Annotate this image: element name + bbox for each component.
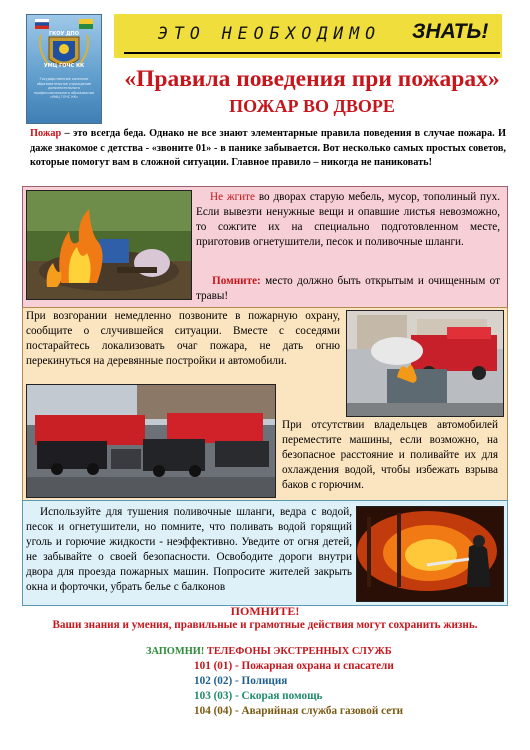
photo-fire-trucks-courtyard xyxy=(26,384,276,498)
section2-text-b: При отсутствии владельцев автомобилей переместите машины, если возможно, на безопасное расстояние и поливайте их для охлаждения водой, чтобы избежать взрыва баков с горючим. xyxy=(282,419,498,491)
emblem-name-text: УМЦ ГОЧС КК xyxy=(43,63,85,69)
phone-gas-service: 104 (04) - Аварийная служба газовой сети xyxy=(194,705,404,717)
emblem-logo xyxy=(26,14,102,124)
phone-police: 102 (02) - Полиция xyxy=(194,675,288,687)
banner-underline xyxy=(124,52,500,54)
emblem-description: Государственное казенное образовательное учреждение дополнительного профессионального образования «УМЦ ГОЧС КК» xyxy=(34,77,94,100)
intro-paragraph xyxy=(30,127,506,171)
phone-ambulance: 103 (03) - Скорая помощь xyxy=(194,690,323,702)
intro-body: – это всегда беда. Однако не все знают элементарные правила поведения в случае пожара. И даже знакомое с детства - «звоните 01» - в панике забывается. Вот несколько самых простых советов, которые помогут вам в сложной ситуации. Главное правило – никогда не паниковать! xyxy=(30,128,506,169)
phone-fire-service: 101 (01) - Пожарная охрана и спасатели xyxy=(194,660,394,672)
banner-text: ЭТО НЕОБХОДИМО xyxy=(158,24,382,43)
remember-heading: ПОМНИТЕ! xyxy=(230,604,300,618)
section1-note xyxy=(196,274,500,304)
intro-lead: Пожар xyxy=(30,128,62,139)
phones-heading xyxy=(146,646,392,657)
page-subtitle: ПОЖАР ВО ДВОРЕ xyxy=(229,96,395,116)
photo-burning-debris xyxy=(26,190,192,300)
section1-body: во дворах старую мебель, мусор, тополиный пух. Если вывезти ненужные вещи и опавшие листья невозможно, то сожгите их на специально подготовленном месте, приготовив огнетушители, песок и поливочные шланги. xyxy=(196,191,500,248)
section3-text: Используйте для тушения поливочные шланги, ведра с водой, песок и огнетушители, но помните, что поливать водой горящий уголь и горючие жидкости - неэффективно. Уведите от огня детей, не забывайте о своей безопасности. Освободите дороги внутри двора для проезда пожарных машин. Попросите жителей закрыть окна и форточки, убрать белье с балконов xyxy=(26,506,352,593)
section1-lead: Не жгите xyxy=(210,191,256,203)
section1-note-body: место должно быть открытым и очищенным от травы! xyxy=(196,275,500,302)
section1-text xyxy=(196,190,500,250)
section2-text-a: При возгорании немедленно позвоните в пожарную охрану, сообщите о случившейся ситуации. Вместе с соседями постарайтесь локализовать очаг пожара, не дать огню перекинуться на деревянные постройки и автомобили. xyxy=(26,310,340,367)
banner-strong-text: ЗНАТЬ! xyxy=(412,20,489,43)
knowledge-slogan: Ваши знания и умения, правильные и грамотные действия могут сохранить жизнь. xyxy=(52,619,478,631)
phones-heading-title: ТЕЛЕФОНЫ ЭКСТРЕННЫХ СЛУЖБ xyxy=(204,646,392,657)
emblem-top-text: ГКОУ ДПО xyxy=(48,31,79,37)
page-title: «Правила поведения при пожарах» xyxy=(124,66,500,92)
section1-note-lead: Помните: xyxy=(212,275,261,287)
photo-firefighter-hose xyxy=(356,506,504,602)
photo-burning-dumpster xyxy=(346,310,504,417)
phones-heading-remember: ЗАПОМНИ! xyxy=(146,646,205,657)
